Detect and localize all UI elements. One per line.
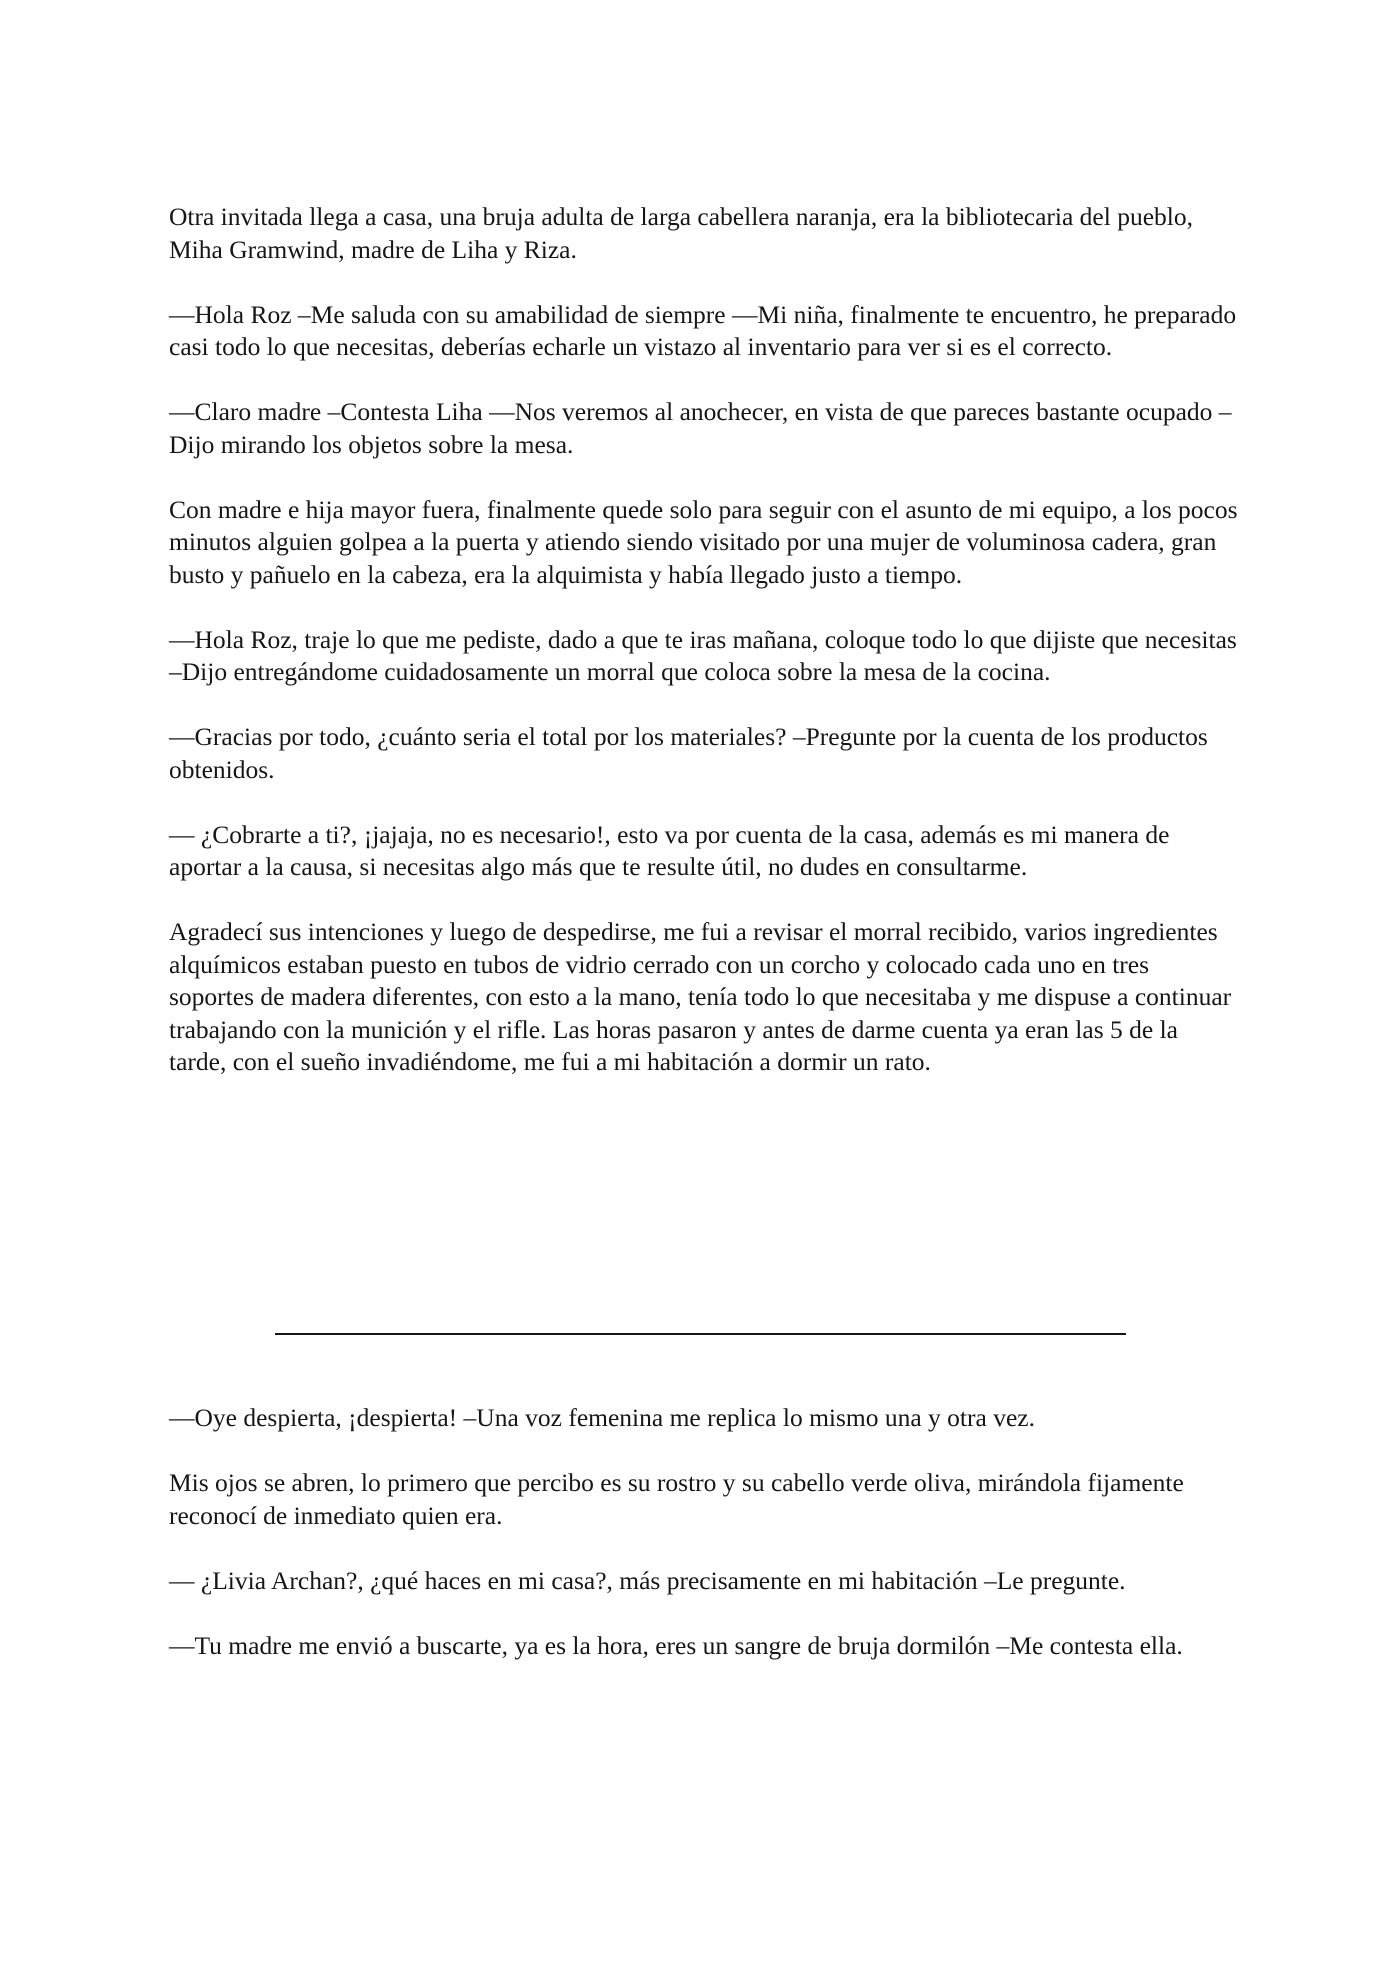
paragraph: — ¿Livia Archan?, ¿qué haces en mi casa?, más precisamente en mi habitación –Le pregunte. (169, 1565, 1126, 1595)
paragraph: Agradecí sus intenciones y luego de despedirse, me fui a revisar el morral recibido, varios ingredientes alquímicos estaban puesto en tubos de vidrio cerrado con un corcho y colocado cada uno en tres soportes de madera diferentes, con esto a la mano, tenía todo lo que necesitaba y me dispuse a continuar trabajando con la munición y el rifle. Las horas pasaron y antes de darme cuenta ya eran las 5 de la tarde, con el sueño invadiéndome, me fui a mi habitación a dormir un rato. (169, 917, 1232, 1076)
scene-divider (275, 1333, 1126, 1335)
paragraph: — ¿Cobrarte a ti?, ¡jajaja, no es necesario!, esto va por cuenta de la casa, además es mi manera de aportar a la causa, si necesitas algo más que te resulte útil, no dudes en consultarme. (169, 819, 1170, 881)
paragraph: Otra invitada llega a casa, una bruja adulta de larga cabellera naranja, era la bibliotecaria del pueblo, Miha Gramwind, madre de Liha y Riza. (169, 202, 1193, 264)
text-section-1 (169, 201, 1239, 1079)
paragraph: Mis ojos se abren, lo primero que percibo es su rostro y su cabello verde oliva, mirándola fijamente reconocí de inmediato quien era. (169, 1468, 1184, 1530)
paragraph: —Hola Roz, traje lo que me pediste, dado a que te iras mañana, coloque todo lo que dijiste que necesitas –Dijo entregándome cuidadosamente un morral que coloca sobre la mesa de la cocina. (169, 624, 1237, 686)
text-section-2 (169, 1402, 1239, 1662)
paragraph: —Hola Roz –Me saluda con su amabilidad de siempre —Mi niña, finalmente te encuentro, he preparado casi todo lo que necesitas, deberías echarle un vistazo al inventario para ver si es el correcto. (169, 299, 1237, 361)
paragraph: —Gracias por todo, ¿cuánto seria el total por los materiales? –Pregunte por la cuenta de los productos obtenidos. (169, 722, 1208, 784)
paragraph: —Oye despierta, ¡despierta! –Una voz femenina me replica lo mismo una y otra vez. (169, 1403, 1035, 1432)
paragraph: —Tu madre me envió a buscarte, ya es la hora, eres un sangre de bruja dormilón –Me contesta ella. (169, 1630, 1183, 1660)
paragraph: Con madre e hija mayor fuera, finalmente quede solo para seguir con el asunto de mi equipo, a los pocos minutos alguien golpea a la puerta y atiendo siendo visitado por una mujer de voluminosa cadera, gran busto y pañuelo en la cabeza, era la alquimista y había llegado justo a tiempo. (169, 494, 1238, 589)
paragraph: —Claro madre –Contesta Liha —Nos veremos al anochecer, en vista de que pareces bastante ocupado –Dijo mirando los objetos sobre la mesa. (169, 397, 1232, 459)
